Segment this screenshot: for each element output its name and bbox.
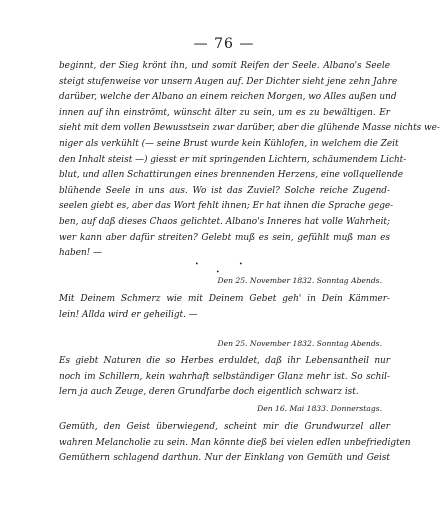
paragraph-schmerz	[59, 292, 390, 323]
date-line: Den 25. November 1832. Sonntag Abends.	[217, 276, 382, 285]
paragraph-albano	[59, 59, 440, 262]
text-line: Gemüthern schlagend darthun. Nur der Einklang von Gemüth und Geist	[59, 453, 390, 464]
text-line: noch im Schillern, kein wahrhaft selbständiger Glanz mehr ist. So schil-	[59, 371, 390, 382]
text-line: sieht mit dem vollen Bewusstsein zwar darüber, aber die glühende Masse nichts we-	[59, 123, 440, 134]
text-line: blühende Seele in uns aus. Wo ist das Zuviel? Solche reiche Zugend-	[59, 185, 390, 196]
text-line: niger als verkühlt (— seine Brust wurde kein Kühlofen, in welchem die Zeit	[59, 138, 399, 149]
separator-dots: • • •	[195, 261, 243, 276]
text-line: Gemüth, den Geist überwiegend, scheint mir die Grundwurzel aller	[59, 422, 390, 432]
text-line: ben, auf daß dieses Chaos gelichtet. Albano's Inneres hat volle Wahrheit;	[59, 216, 390, 227]
text-line: wer kann aber dafür streiten? Gelebt muß es sein, gefühlt muß man es	[59, 232, 390, 243]
text-line: seelen giebt es, aber das Wort fehlt ihnen; Er hat ihnen die Sprache gege-	[59, 201, 394, 212]
paragraph-naturen	[59, 354, 390, 401]
text-line: blut, und allen Schattirungen eines brennenden Herzens, eine vollquellende	[59, 170, 404, 181]
date-line: Den 16. Mai 1833. Donnerstags.	[257, 404, 382, 413]
text-line: wahren Melancholie zu sein. Man könnte dieß bei vielen edlen unbefriedigten	[59, 437, 411, 448]
text-line: haben! —	[59, 248, 102, 259]
date-line: Den 25. November 1832. Sonntag Abends.	[217, 339, 382, 348]
text-line: lern ja auch Zeuge, deren Grundfarbe doch eigentlich schwarz ist.	[59, 387, 359, 398]
text-line: Mit Deinem Schmerz wie mit Deinem Gebet geh' in Dein Kämmer-	[59, 294, 390, 304]
text-line: beginnt, der Sieg krönt ihn, und somit Reifen der Seele. Albano's Seele	[59, 61, 390, 71]
text-line: lein! Allda wird er geheiligt. —	[59, 309, 198, 320]
text-line: innen auf ihn einströmt, wünscht älter zu sein, um es zu bewältigen. Er	[59, 107, 390, 118]
paragraph-gemueth	[59, 420, 411, 467]
text-line: Es giebt Naturen die so Herbes erduldet, daß ihr Lebensantheil nur	[59, 356, 390, 366]
text-line: den Inhalt steist —) giesst er mit springenden Lichtern, schäumendem Licht-	[59, 154, 407, 165]
text-line: darüber, welche der Albano an einem reichen Morgen, wo Alles außen und	[59, 92, 397, 103]
text-line: steigt stufenweise vor unsern Augen auf. Der Dichter sieht jene zehn Jahre	[59, 76, 398, 87]
page-number: — 76 —	[193, 36, 255, 52]
